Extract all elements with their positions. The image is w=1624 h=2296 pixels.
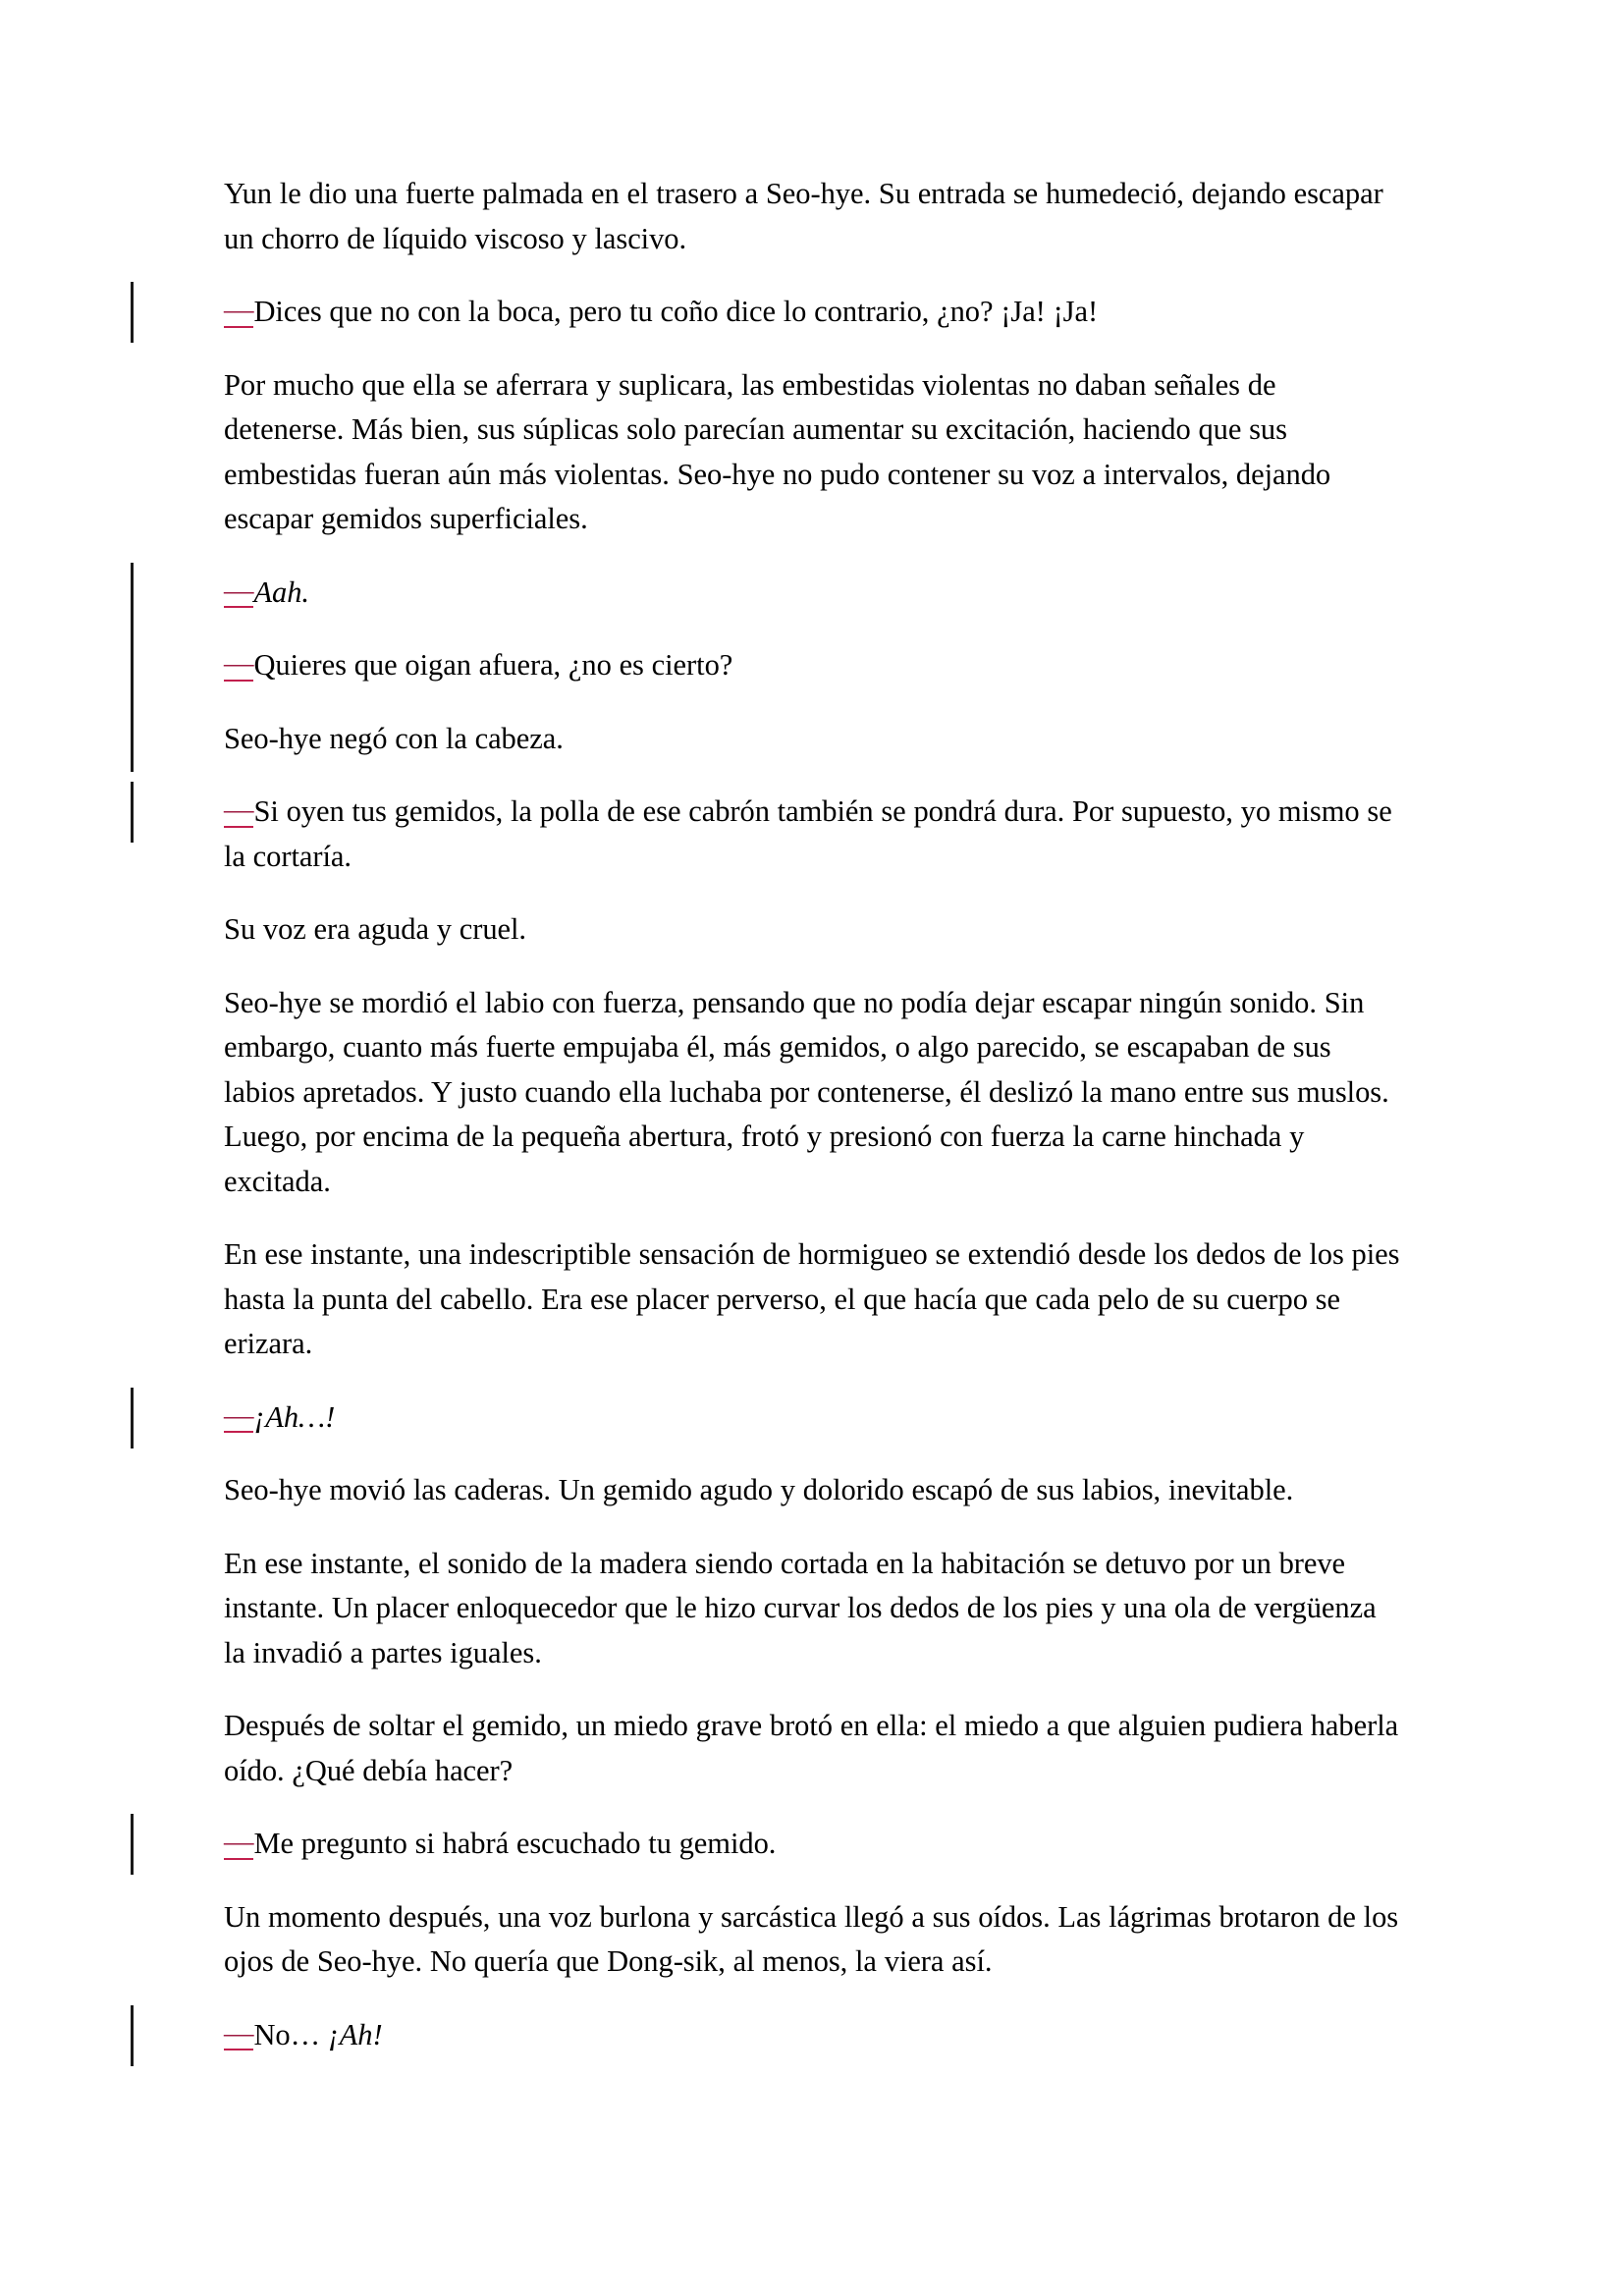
dialogue-dash-icon: — (224, 293, 254, 327)
dialogue-text: Dices que no con la boca, pero tu coño dice lo contrario, ¿no? ¡Ja! ¡Ja! (253, 295, 1099, 328)
dialogue-dash-icon: — (224, 1397, 254, 1432)
paragraph-dialogue (224, 1822, 1402, 1867)
paragraph-narration: Por mucho que ella se aferrara y suplicara, las embestidas violentas no daban señales de detenerse. Más bien, sus súplicas solo parecían aumentar su excitación, haciendo que sus embestidas fueran aún más violentas. Seo-hye no pudo contener su voz a intervalos, dejando escapar gemidos superficiales. (224, 367, 1331, 535)
paragraph-narration: Seo-hye negó con la cabeza. (224, 721, 564, 755)
dialogue-dash-icon: — (224, 2015, 254, 2050)
paragraph-narration: Seo-hye se mordió el labio con fuerza, pensando que no podía dejar escapar ningún sonido. Sin embargo, cuanto más fuerte empujaba él, más gemidos, o algo parecido, se escapaban de sus labios apretados. Y justo cuando ella luchaba por contenerse, él deslizó la mano entre sus muslos. Luego, por encima de la pequeña abertura, frotó y presionó con fuerza la carne hinchada y excitada. (224, 985, 1389, 1198)
paragraph-narration: En ese instante, una indescriptible sensación de hormigueo se extendió desde los dedos de los pies hasta la punta del cabello. Era ese placer perverso, el que hacía que cada pelo de su cuerpo se erizara. (224, 1237, 1400, 1360)
revision-change-bar (131, 282, 134, 343)
revision-change-bar (131, 1388, 134, 1449)
paragraph-dialogue (224, 571, 1402, 616)
dialogue-dash-icon: — (224, 573, 254, 607)
paragraph-dialogue (224, 790, 1402, 879)
paragraph-narration: Seo-hye movió las caderas. Un gemido agudo y dolorido escapó de sus labios, inevitable. (224, 1473, 1294, 1506)
paragraph-dialogue (224, 2013, 1402, 2058)
dialogue-text: ¡Ah…! (253, 1399, 336, 1434)
dialogue-dash-icon: — (224, 1825, 254, 1859)
paragraph-dialogue (224, 643, 1402, 688)
dialogue-dash-icon: — (224, 646, 254, 681)
paragraph-narration: Yun le dio una fuerte palmada en el trasero a Seo-hye. Su entrada se humedeció, dejando escapar un chorro de líquido viscoso y lascivo. (224, 177, 1383, 255)
paragraph-narration: En ese instante, el sonido de la madera siendo cortada en la habitación se detuvo por un breve instante. Un placer enloquecedor que le hizo curvar los dedos de los pies y una ola de vergüenza la invadió a partes iguales. (224, 1546, 1377, 1669)
revision-change-bar (131, 782, 134, 843)
paragraph-dialogue (224, 1395, 1402, 1441)
dialogue-text: Si oyen tus gemidos, la polla de ese cabrón también se pondrá dura. Por supuesto, yo mismo se la cortaría. (224, 794, 1392, 873)
paragraph-narration: Un momento después, una voz burlona y sarcástica llegó a sus oídos. Las lágrimas brotaron de los ojos de Seo-hye. No quería que Dong-sik, al menos, la viera así. (224, 1899, 1399, 1978)
dialogue-text: Aah. (253, 574, 310, 609)
dialogue-text: No… (253, 2017, 328, 2051)
paragraph-narration: Su voz era aguda y cruel. (224, 912, 527, 946)
paragraph-narration: Después de soltar el gemido, un miedo grave brotó en ella: el miedo a que alguien pudiera haberla oído. ¿Qué debía hacer? (224, 1709, 1399, 1787)
document-body (224, 172, 1402, 2086)
revision-change-bar (131, 2005, 134, 2066)
paragraph-dialogue (224, 290, 1402, 335)
dialogue-text: Me pregunto si habrá escuchado tu gemido. (253, 1827, 777, 1860)
revision-change-bar (131, 563, 134, 772)
dialogue-dash-icon: — (224, 793, 254, 827)
dialogue-text-italic: ¡Ah! (327, 2017, 383, 2051)
dialogue-text: Quieres que oigan afuera, ¿no es cierto? (253, 648, 733, 682)
revision-change-bar (131, 1814, 134, 1875)
